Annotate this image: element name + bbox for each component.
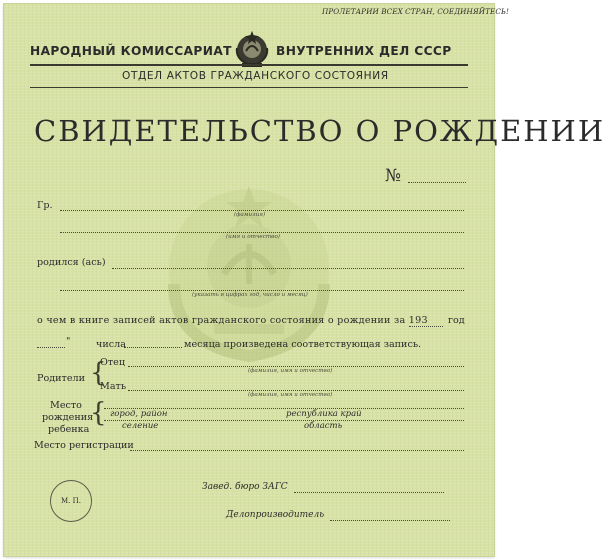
date-hint: (указать в цифрах год, число и месяц) bbox=[192, 292, 308, 298]
father-hint: (фамилия, имя и отчество) bbox=[248, 368, 333, 374]
department-rule bbox=[30, 87, 468, 88]
certificate-number-label: № bbox=[385, 166, 402, 186]
record-month-line[interactable] bbox=[124, 347, 182, 348]
surname-hint: (фамилия) bbox=[234, 212, 266, 218]
day-word: числа bbox=[96, 339, 126, 350]
birth-date-line-2[interactable] bbox=[60, 290, 464, 291]
quote-mark: " bbox=[66, 336, 71, 347]
clerk-signature-line[interactable] bbox=[330, 520, 450, 521]
parents-label: Родители bbox=[37, 373, 86, 384]
certificate-number-line[interactable] bbox=[408, 182, 466, 183]
birth-date-line[interactable] bbox=[112, 268, 464, 269]
zags-head-signature-line[interactable] bbox=[294, 492, 444, 493]
parents-brace: { bbox=[90, 358, 107, 388]
stamp-placeholder: М. П. bbox=[50, 480, 92, 522]
name-hint: (имя и отчество) bbox=[226, 234, 280, 240]
zags-head-label: Завед. бюро ЗАГС bbox=[202, 482, 288, 492]
republic-hint: республика край bbox=[286, 409, 362, 419]
birthplace-brace: { bbox=[90, 398, 107, 428]
mother-hint: (фамилия, имя и отчество) bbox=[248, 392, 333, 398]
father-line[interactable] bbox=[128, 366, 464, 367]
header-rule bbox=[30, 64, 468, 66]
certificate-title: СВИДЕТЕЛЬСТВО О РОЖДЕНИИ bbox=[34, 114, 605, 148]
record-year-line[interactable] bbox=[409, 326, 443, 327]
watermark-emblem-icon bbox=[154, 174, 344, 364]
agency-title-right: ВНУТРЕННИХ ДЕЛ СССР bbox=[276, 44, 452, 58]
birthplace-label-2: рождения bbox=[42, 412, 94, 423]
birthplace-label-1: Место bbox=[50, 400, 82, 411]
month-text: месяца произведена соответствующая запись. bbox=[184, 339, 422, 350]
birthplace-label-3: ребенка bbox=[48, 424, 90, 435]
city-hint: город, район bbox=[110, 409, 168, 419]
registration-line[interactable] bbox=[130, 450, 464, 451]
birth-certificate bbox=[4, 4, 605, 556]
record-text: о чем в книге записей актов гражданского состояния о рождении за 193 bbox=[37, 315, 428, 326]
department-name: ОТДЕЛ АКТОВ ГРАЖДАНСКОГО СОСТОЯНИЯ bbox=[122, 70, 389, 82]
agency-title-left: НАРОДНЫЙ КОМИССАРИАТ bbox=[30, 44, 232, 58]
registration-label: Место регистрации bbox=[34, 440, 134, 451]
clerk-label: Делопроизводитель bbox=[226, 510, 325, 520]
village-hint: селение bbox=[122, 421, 159, 431]
year-word: год bbox=[448, 315, 465, 326]
father-label: Отец bbox=[100, 357, 126, 368]
motto: ПРОЛЕТАРИИ ВСЕХ СТРАН, СОЕДИНЯЙТЕСЬ! bbox=[322, 7, 509, 16]
name-line[interactable] bbox=[60, 232, 464, 233]
mother-line[interactable] bbox=[128, 390, 464, 391]
record-day-line[interactable] bbox=[37, 347, 65, 348]
surname-line[interactable] bbox=[60, 210, 464, 211]
born-label: родился (ась) bbox=[37, 257, 106, 268]
region-hint: область bbox=[304, 421, 343, 431]
mother-label: Мать bbox=[100, 381, 127, 392]
citizen-label: Гр. bbox=[37, 200, 53, 211]
